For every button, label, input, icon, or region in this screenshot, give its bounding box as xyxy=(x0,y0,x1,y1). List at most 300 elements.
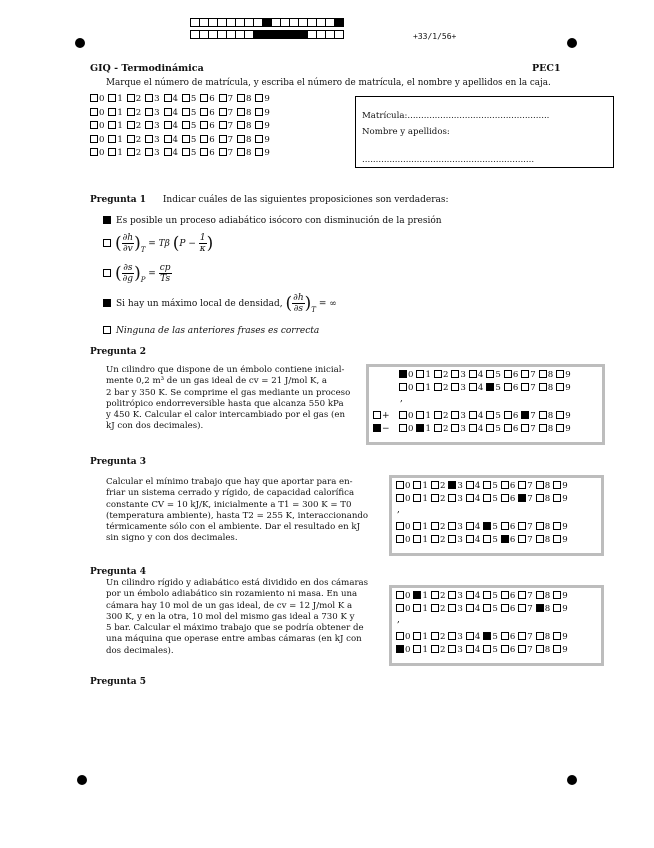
digit-label: 9 xyxy=(562,604,568,614)
digit-checkbox[interactable] xyxy=(164,121,172,129)
digit-checkbox[interactable] xyxy=(536,494,544,502)
digit-checkbox[interactable] xyxy=(164,148,172,156)
digit-checkbox[interactable] xyxy=(466,632,474,640)
text-line: cámara hay 10 mol de un gas ideal, de cv = 12 J/mol K a xyxy=(106,600,353,611)
digit-checkbox[interactable] xyxy=(255,108,263,116)
digit-checkbox[interactable] xyxy=(483,604,491,612)
q1-opt2-fden: κ xyxy=(199,244,206,254)
digit-checkbox[interactable] xyxy=(518,494,526,502)
digit-checkbox[interactable] xyxy=(466,535,474,543)
digit-checkbox[interactable] xyxy=(536,535,544,543)
decimal-comma: , xyxy=(397,615,400,625)
digit-label: 7 xyxy=(227,121,233,131)
digit-checkbox[interactable] xyxy=(501,632,509,640)
digit-checkbox[interactable] xyxy=(108,121,116,129)
digit-label: 4 xyxy=(172,94,178,104)
question-2-text xyxy=(106,365,359,433)
digit-checkbox[interactable] xyxy=(518,591,526,599)
digit-checkbox[interactable] xyxy=(90,148,98,156)
question-4-text xyxy=(106,578,382,657)
digit-checkbox[interactable] xyxy=(469,370,477,378)
digit-checkbox[interactable] xyxy=(539,370,547,378)
digit-checkbox[interactable] xyxy=(200,148,208,156)
digit-label: 4 xyxy=(474,645,481,655)
question-3-answer-box[interactable] xyxy=(389,475,604,556)
digit-checkbox[interactable] xyxy=(553,494,561,502)
digit-checkbox[interactable] xyxy=(413,645,421,653)
digit-label: 2 xyxy=(439,494,446,504)
text-line: Un cilindro que dispone de un émbolo contiene inicial- xyxy=(106,365,345,375)
digit-checkbox[interactable] xyxy=(518,535,526,543)
digit-label: 7 xyxy=(527,604,533,614)
digit-checkbox[interactable] xyxy=(200,135,208,143)
name-field[interactable]: ............................................................... xyxy=(362,155,535,165)
digit-label: 6 xyxy=(209,148,215,158)
digit-checkbox[interactable] xyxy=(451,424,459,432)
digit-checkbox[interactable] xyxy=(556,370,564,378)
digit-checkbox[interactable] xyxy=(518,632,526,640)
q1-opt3-sub: P xyxy=(140,276,146,284)
digit-checkbox[interactable] xyxy=(145,135,153,143)
digit-label: 8 xyxy=(544,632,551,642)
name-label: Nombre y apellidos: xyxy=(362,127,450,137)
digit-checkbox[interactable] xyxy=(200,94,208,102)
digit-label: 5 xyxy=(190,148,197,158)
digit-checkbox[interactable] xyxy=(451,370,459,378)
digit-checkbox[interactable] xyxy=(413,604,421,612)
digit-checkbox[interactable] xyxy=(416,370,424,378)
digit-checkbox[interactable] xyxy=(413,591,421,599)
digit-label: 3 xyxy=(457,591,463,601)
text-line: 5 bar. Calcular el máximo trabajo que se podría obtener de xyxy=(106,623,364,634)
answer-digit-row[interactable] xyxy=(396,645,571,655)
digit-label: 0 xyxy=(99,134,105,145)
registration-mark-bottom-right xyxy=(567,775,577,785)
digit-checkbox[interactable] xyxy=(501,591,509,599)
id-digit-row[interactable] xyxy=(90,121,274,131)
digit-checkbox[interactable] xyxy=(448,591,456,599)
digit-checkbox[interactable] xyxy=(451,411,459,419)
digit-checkbox[interactable] xyxy=(451,383,459,391)
digit-checkbox[interactable] xyxy=(431,645,439,653)
question-4-title: Pregunta 4 xyxy=(90,567,146,577)
answer-digit-row[interactable] xyxy=(396,522,571,532)
digit-label: 4 xyxy=(477,424,484,434)
q1-opt4-den: ∂s xyxy=(293,304,304,314)
digit-checkbox[interactable] xyxy=(501,481,509,489)
digit-checkbox[interactable] xyxy=(448,632,456,640)
digit-checkbox[interactable] xyxy=(182,148,190,156)
id-digit-row[interactable] xyxy=(90,108,274,118)
digit-label: 0 xyxy=(405,632,411,642)
sheet-code: +33/1/56+ xyxy=(413,32,457,41)
digit-label: 1 xyxy=(117,134,123,145)
digit-label: 2 xyxy=(439,481,446,491)
answer-digit-row[interactable] xyxy=(399,424,574,434)
digit-label: 2 xyxy=(439,522,446,532)
digit-checkbox[interactable] xyxy=(483,522,491,530)
q1-opt4-rhs: = ∞ xyxy=(318,299,337,309)
q1-option-1-checkbox[interactable] xyxy=(103,216,111,224)
digit-checkbox[interactable] xyxy=(416,411,424,419)
digit-checkbox[interactable] xyxy=(182,135,190,143)
digit-label: 8 xyxy=(547,424,554,434)
digit-checkbox[interactable] xyxy=(164,94,172,102)
digit-label: 2 xyxy=(135,121,142,131)
digit-label: 7 xyxy=(227,148,233,158)
digit-checkbox[interactable] xyxy=(501,522,509,530)
digit-checkbox[interactable] xyxy=(237,135,245,143)
answer-digit-row[interactable] xyxy=(396,535,571,545)
digit-checkbox[interactable] xyxy=(399,411,407,419)
digit-checkbox[interactable] xyxy=(448,604,456,612)
answer-digit-row[interactable] xyxy=(399,370,574,380)
digit-checkbox[interactable] xyxy=(431,494,439,502)
digit-checkbox[interactable] xyxy=(108,94,116,102)
digit-checkbox[interactable] xyxy=(448,535,456,543)
digit-checkbox[interactable] xyxy=(108,148,116,156)
digit-checkbox[interactable] xyxy=(486,370,494,378)
digit-checkbox[interactable] xyxy=(521,411,529,419)
digit-checkbox[interactable] xyxy=(127,94,135,102)
digit-checkbox[interactable] xyxy=(396,591,404,599)
digit-checkbox[interactable] xyxy=(483,632,491,640)
digit-checkbox[interactable] xyxy=(182,121,190,129)
digit-label: 5 xyxy=(492,645,498,655)
digit-checkbox[interactable] xyxy=(413,535,421,543)
digit-checkbox[interactable] xyxy=(431,591,439,599)
digit-checkbox[interactable] xyxy=(108,135,116,143)
digit-checkbox[interactable] xyxy=(416,424,424,432)
digit-label: 4 xyxy=(477,383,484,393)
question-1-title: Pregunta 1 xyxy=(90,195,146,205)
digit-checkbox[interactable] xyxy=(518,645,526,653)
digit-checkbox[interactable] xyxy=(237,148,245,156)
digit-checkbox[interactable] xyxy=(145,148,153,156)
digit-label: 6 xyxy=(512,370,519,380)
digit-checkbox[interactable] xyxy=(434,370,442,378)
digit-checkbox[interactable] xyxy=(469,383,477,391)
id-digit-row[interactable] xyxy=(90,135,274,145)
barcode-cell xyxy=(334,30,344,39)
digit-checkbox[interactable] xyxy=(255,148,263,156)
digit-checkbox[interactable] xyxy=(556,383,564,391)
digit-checkbox[interactable] xyxy=(164,135,172,143)
digit-label: 8 xyxy=(547,411,554,421)
digit-checkbox[interactable] xyxy=(536,645,544,653)
digit-checkbox[interactable] xyxy=(431,522,439,530)
digit-checkbox[interactable] xyxy=(396,481,404,489)
digit-checkbox[interactable] xyxy=(483,494,491,502)
digit-checkbox[interactable] xyxy=(486,424,494,432)
q1-option-4[interactable]: Si hay un máximo local de densidad, ( $\frac{\partial h}{\partial s}$ )$_T$ = ∞ xyxy=(103,293,337,314)
digit-checkbox[interactable] xyxy=(483,645,491,653)
digit-checkbox[interactable] xyxy=(413,522,421,530)
id-digit-row[interactable] xyxy=(90,148,274,158)
course-title: GIQ - Termodinámica xyxy=(90,63,204,74)
digit-checkbox[interactable] xyxy=(219,135,227,143)
digit-checkbox[interactable] xyxy=(145,94,153,102)
answer-digit-row[interactable] xyxy=(399,411,574,421)
digit-label: 6 xyxy=(512,383,519,393)
question-4-answer-box[interactable] xyxy=(389,585,604,666)
digit-checkbox[interactable] xyxy=(501,535,509,543)
digit-checkbox[interactable] xyxy=(237,94,245,102)
digit-checkbox[interactable] xyxy=(90,108,98,116)
digit-label: 4 xyxy=(474,632,481,642)
digit-checkbox[interactable] xyxy=(448,645,456,653)
registration-mark-bottom-left xyxy=(77,775,87,785)
digit-label: 8 xyxy=(544,494,551,504)
digit-checkbox[interactable] xyxy=(466,494,474,502)
q1-option-3-checkbox[interactable] xyxy=(103,269,111,277)
digit-checkbox[interactable] xyxy=(501,645,509,653)
q1-opt2-num: ∂h xyxy=(122,233,134,243)
digit-checkbox[interactable] xyxy=(466,481,474,489)
digit-checkbox[interactable] xyxy=(536,481,544,489)
answer-digit-row[interactable] xyxy=(396,604,571,614)
digit-label: 1 xyxy=(422,522,428,532)
digit-checkbox[interactable] xyxy=(539,411,547,419)
digit-label: 3 xyxy=(154,107,160,118)
digit-checkbox[interactable] xyxy=(501,494,509,502)
barcode-bottom xyxy=(190,30,343,39)
text-line: kJ con dos decimales). xyxy=(106,421,204,432)
digit-checkbox[interactable] xyxy=(518,604,526,612)
digit-checkbox[interactable] xyxy=(200,121,208,129)
digit-checkbox[interactable] xyxy=(434,424,442,432)
digit-checkbox[interactable] xyxy=(255,121,263,129)
digit-checkbox[interactable] xyxy=(145,121,153,129)
q1-option-1[interactable] xyxy=(103,216,442,226)
digit-checkbox[interactable] xyxy=(200,108,208,116)
sign-minus-option[interactable] xyxy=(373,424,390,434)
digit-checkbox[interactable] xyxy=(434,411,442,419)
digit-checkbox[interactable] xyxy=(486,411,494,419)
sign-plus-option[interactable] xyxy=(373,411,390,421)
answer-digit-row[interactable] xyxy=(396,632,571,642)
digit-checkbox[interactable] xyxy=(448,494,456,502)
digit-checkbox[interactable] xyxy=(431,481,439,489)
digit-checkbox[interactable] xyxy=(556,411,564,419)
text-line: y 450 K. Calcular el calor intercambiado por el gas (en xyxy=(106,410,345,421)
digit-checkbox[interactable] xyxy=(434,383,442,391)
text-line: Calcular el mínimo trabajo que hay que aportar para en- xyxy=(106,477,353,487)
q1-opt2-fnum: 1 xyxy=(199,233,206,243)
digit-label: 7 xyxy=(527,632,533,642)
digit-label: 2 xyxy=(442,411,449,421)
digit-checkbox[interactable] xyxy=(127,148,135,156)
digit-checkbox[interactable] xyxy=(127,135,135,143)
digit-checkbox[interactable] xyxy=(469,424,477,432)
digit-checkbox[interactable] xyxy=(469,411,477,419)
q1-option-2[interactable]: ( $\frac{\partial h}{\partial v}$ )$_T = T\beta$ (P − $\frac{1}{\kappa}$ ) xyxy=(103,233,213,254)
digit-label: 4 xyxy=(474,535,481,545)
digit-checkbox[interactable] xyxy=(553,632,561,640)
digit-checkbox[interactable] xyxy=(536,591,544,599)
digit-checkbox[interactable] xyxy=(431,535,439,543)
digit-checkbox[interactable] xyxy=(483,535,491,543)
digit-checkbox[interactable] xyxy=(127,121,135,129)
digit-checkbox[interactable] xyxy=(483,481,491,489)
answer-digit-row[interactable] xyxy=(399,383,574,393)
digit-checkbox[interactable] xyxy=(521,383,529,391)
digit-checkbox[interactable] xyxy=(466,591,474,599)
digit-checkbox[interactable] xyxy=(416,383,424,391)
digit-checkbox[interactable] xyxy=(504,370,512,378)
digit-label: 6 xyxy=(509,604,516,614)
digit-label: 4 xyxy=(474,494,481,504)
digit-checkbox[interactable] xyxy=(182,94,190,102)
digit-label: 9 xyxy=(264,107,270,118)
question-1-prompt: Indicar cuáles de las siguientes proposiciones son verdaderas: xyxy=(162,195,449,205)
digit-checkbox[interactable] xyxy=(145,108,153,116)
q1-option-2-checkbox[interactable] xyxy=(103,239,111,247)
q1-opt5-text: Ninguna de las anteriores frases es correcta xyxy=(116,326,320,336)
digit-checkbox[interactable] xyxy=(431,632,439,640)
digit-checkbox[interactable] xyxy=(237,121,245,129)
digit-checkbox[interactable] xyxy=(219,148,227,156)
digit-label: 0 xyxy=(408,383,414,393)
digit-label: 9 xyxy=(562,494,568,504)
digit-checkbox[interactable] xyxy=(164,108,172,116)
digit-checkbox[interactable] xyxy=(399,370,407,378)
digit-label: 9 xyxy=(264,94,270,104)
id-digit-row[interactable] xyxy=(90,94,274,104)
registration-mark-top-left xyxy=(75,38,85,48)
digit-checkbox[interactable] xyxy=(396,645,404,653)
digit-checkbox[interactable] xyxy=(466,604,474,612)
digit-label: 2 xyxy=(135,107,142,118)
digit-checkbox[interactable] xyxy=(553,522,561,530)
digit-checkbox[interactable] xyxy=(553,481,561,489)
digit-checkbox[interactable] xyxy=(504,383,512,391)
digit-label: 5 xyxy=(190,134,197,145)
digit-checkbox[interactable] xyxy=(536,632,544,640)
answer-digit-row[interactable] xyxy=(396,591,571,601)
digit-checkbox[interactable] xyxy=(539,424,547,432)
digit-checkbox[interactable] xyxy=(553,591,561,599)
digit-label: 5 xyxy=(492,535,498,545)
digit-checkbox[interactable] xyxy=(553,604,561,612)
digit-checkbox[interactable] xyxy=(396,604,404,612)
digit-checkbox[interactable] xyxy=(396,535,404,543)
sign-checkbox[interactable] xyxy=(373,424,381,432)
text-line: constante CV = 10 kJ/K, inicialmente a T1 = 300 K = T0 xyxy=(106,499,352,510)
digit-label: 2 xyxy=(439,632,446,642)
digit-checkbox[interactable] xyxy=(396,522,404,530)
digit-label: 5 xyxy=(190,107,197,118)
digit-checkbox[interactable] xyxy=(90,121,98,129)
digit-checkbox[interactable] xyxy=(399,424,407,432)
digit-checkbox[interactable] xyxy=(556,424,564,432)
digit-checkbox[interactable] xyxy=(504,424,512,432)
digit-label: 3 xyxy=(460,383,466,393)
digit-checkbox[interactable] xyxy=(90,135,98,143)
digit-checkbox[interactable] xyxy=(521,370,529,378)
digit-label: 8 xyxy=(246,121,252,131)
digit-checkbox[interactable] xyxy=(127,108,135,116)
digit-checkbox[interactable] xyxy=(501,604,509,612)
digit-checkbox[interactable] xyxy=(466,522,474,530)
digit-checkbox[interactable] xyxy=(219,121,227,129)
q1-opt2-den: ∂v xyxy=(122,244,133,254)
q1-option-4-checkbox[interactable] xyxy=(103,299,111,307)
digit-checkbox[interactable] xyxy=(518,522,526,530)
instructions: Marque el número de matrícula, y escriba el número de matrícula, el nombre y apellidos en la caja. xyxy=(106,78,551,88)
digit-checkbox[interactable] xyxy=(413,494,421,502)
digit-checkbox[interactable] xyxy=(521,424,529,432)
digit-checkbox[interactable] xyxy=(90,94,98,102)
text-line: una máquina que operase entre ambas cámaras (en kJ con xyxy=(106,634,362,645)
digit-label: 8 xyxy=(246,134,252,145)
digit-checkbox[interactable] xyxy=(255,135,263,143)
digit-checkbox[interactable] xyxy=(539,383,547,391)
sign-checkbox[interactable] xyxy=(373,411,381,419)
digit-label: 6 xyxy=(209,134,215,145)
digit-label: 8 xyxy=(544,645,551,655)
digit-checkbox[interactable] xyxy=(536,522,544,530)
digit-checkbox[interactable] xyxy=(536,604,544,612)
digit-checkbox[interactable] xyxy=(396,632,404,640)
digit-checkbox[interactable] xyxy=(553,645,561,653)
text-line: politrópico endorreversible hasta que alcanza 550 kPa xyxy=(106,398,344,409)
digit-checkbox[interactable] xyxy=(219,94,227,102)
digit-checkbox[interactable] xyxy=(431,604,439,612)
digit-checkbox[interactable] xyxy=(466,645,474,653)
digit-checkbox[interactable] xyxy=(396,494,404,502)
digit-checkbox[interactable] xyxy=(399,383,407,391)
digit-checkbox[interactable] xyxy=(483,591,491,599)
digit-checkbox[interactable] xyxy=(448,481,456,489)
digit-checkbox[interactable] xyxy=(448,522,456,530)
digit-label: 4 xyxy=(474,481,481,491)
digit-label: 7 xyxy=(527,494,533,504)
q1-option-3[interactable]: ( $\frac{\partial s}{\partial g}$ )$_P$ = $\frac{cp}{Ts}$ xyxy=(103,263,172,284)
text-line: térmicamente sólo con el ambiente. Dar el resultado en kJ xyxy=(106,522,361,533)
digit-checkbox[interactable] xyxy=(108,108,116,116)
question-2-answer-box[interactable] xyxy=(366,364,605,445)
digit-label: 5 xyxy=(492,591,498,601)
answer-digit-row[interactable] xyxy=(396,481,571,491)
digit-label: 8 xyxy=(544,591,551,601)
digit-checkbox[interactable] xyxy=(219,108,227,116)
digit-checkbox[interactable] xyxy=(413,481,421,489)
digit-checkbox[interactable] xyxy=(504,411,512,419)
digit-checkbox[interactable] xyxy=(486,383,494,391)
digit-checkbox[interactable] xyxy=(182,108,190,116)
digit-checkbox[interactable] xyxy=(413,632,421,640)
digit-label: 9 xyxy=(264,121,270,131)
digit-label: 7 xyxy=(530,424,536,434)
q1-option-5-checkbox[interactable] xyxy=(103,326,111,334)
answer-digit-row[interactable] xyxy=(396,494,571,504)
digit-label: 1 xyxy=(422,535,428,545)
digit-label: 1 xyxy=(422,632,428,642)
digit-label: 2 xyxy=(439,591,446,601)
digit-label: 3 xyxy=(460,411,466,421)
q1-opt3-den: ∂g xyxy=(122,274,134,284)
q1-option-5[interactable] xyxy=(103,326,319,336)
digit-checkbox[interactable] xyxy=(553,535,561,543)
digit-checkbox[interactable] xyxy=(518,481,526,489)
digit-checkbox[interactable] xyxy=(255,94,263,102)
q1-opt3-num: ∂s xyxy=(123,263,133,273)
digit-label: 1 xyxy=(117,148,123,158)
matricula-field[interactable]: .................................................... xyxy=(407,111,550,121)
digit-checkbox[interactable] xyxy=(237,108,245,116)
digit-label: 4 xyxy=(477,370,484,380)
